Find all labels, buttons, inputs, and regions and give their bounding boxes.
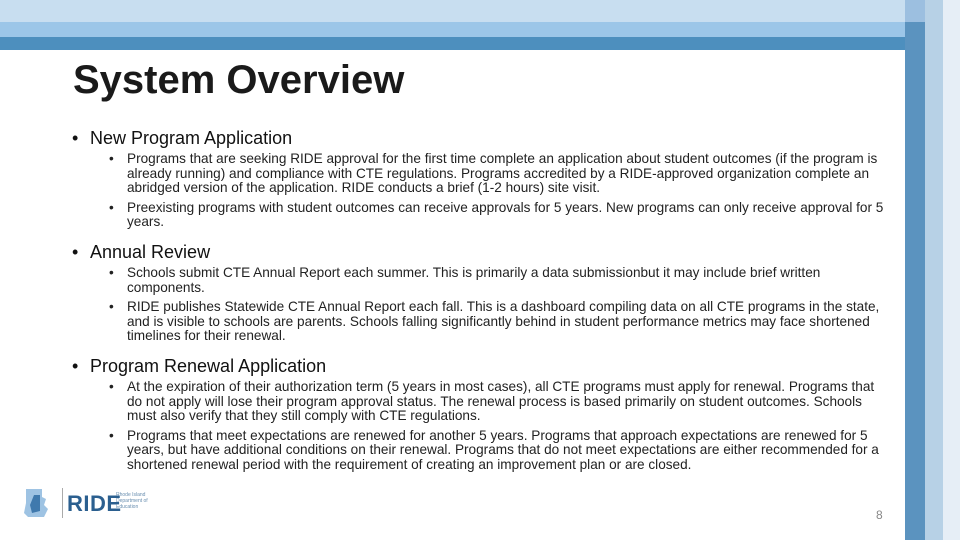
section-bullet: • Schools submit CTE Annual Report each summer. This is primarily a data submissionbut it may include brief written components.: [109, 266, 887, 295]
section-bullet: • Preexisting programs with student outcomes can receive approvals for 5 years. New programs can only receive approval for 5 years.: [109, 201, 887, 230]
section-bullet: • Programs that are seeking RIDE approval for the first time complete an application about student outcomes (if the program is already running) and compliance with CTE regulations. Programs accredited by a RIDE-approved organization complete an abridged version of the application. RIDE conducts a brief (1-2 hours) site visit.: [109, 152, 887, 196]
section-bullet: • RIDE publishes Statewide CTE Annual Report each fall. This is a dashboard compiling data on all CTE programs in the state, and is visible to schools are parents. Schools falling significantly behind in student performance metrics may face shortened timelines for their renewal.: [109, 300, 887, 344]
section-bullet: • Programs that meet expectations are renewed for another 5 years. Programs that approach expectations are renewed for 5 years, but have additional conditions on their renewal. Programs that do not meet expectations are either recommended for a shortened renewal period with the requirement of creating an improvement plan or are closed.: [109, 429, 887, 473]
right-decor-column-top: [905, 0, 925, 22]
logo-divider: [62, 488, 63, 518]
top-band-dark: [0, 37, 905, 50]
section-heading: • Program Renewal Application: [72, 356, 887, 377]
top-band-light: [0, 0, 905, 22]
right-decor-column-dark: [905, 0, 925, 540]
right-decor-column-light: [943, 0, 960, 540]
slide-title: System Overview: [73, 58, 405, 102]
page-number: 8: [876, 508, 883, 522]
top-band-mid: [0, 22, 905, 37]
section-bullet: • At the expiration of their authorization term (5 years in most cases), all CTE programs must apply for renewal. Programs that do not apply will lose their program approval status. The renewal process is based primarily on student outcomes. Schools must also verify that they still comply with CTE regulations.: [109, 380, 887, 424]
ride-logo: [20, 485, 155, 523]
rhode-island-state-icon: [20, 485, 56, 521]
section-heading: • New Program Application: [72, 128, 887, 149]
logo-subtitle: Rhode Island Department of Education: [116, 492, 148, 510]
logo-text: RIDE: [67, 491, 122, 516]
section-heading: • Annual Review: [72, 242, 887, 263]
right-decor-column-mid: [925, 0, 943, 540]
slide-content: [72, 128, 887, 473]
